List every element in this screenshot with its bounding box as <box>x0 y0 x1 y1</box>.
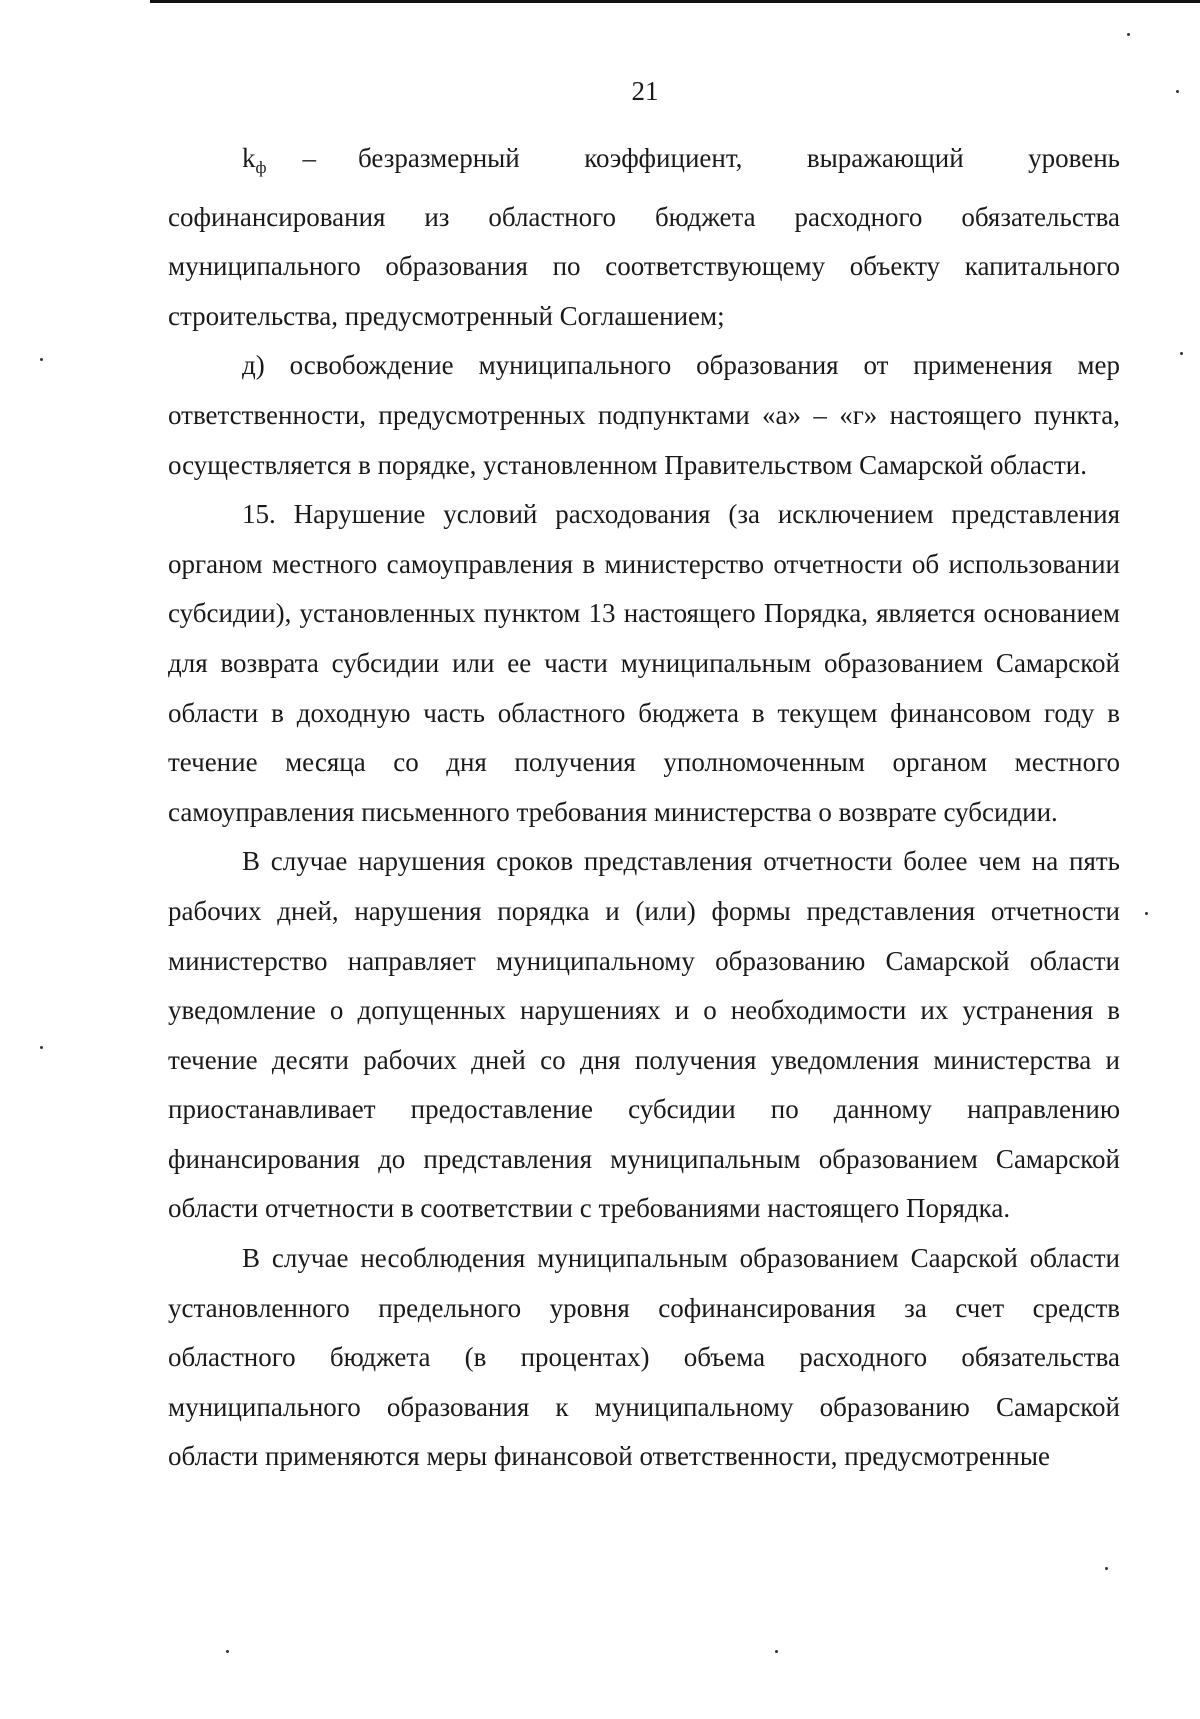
page-number: 21 <box>631 76 659 106</box>
definition-dash: – <box>302 143 317 173</box>
scan-speck <box>40 1046 43 1049</box>
document-body <box>168 134 1120 1482</box>
paragraph-reporting-violation: В случае нарушения сроков представления отчетности более чем на пять рабочих дней, нарушения порядка и (или) формы представления отчетности министерство направляет муниципальному образованию Самарской области уведомление о допущенных нарушениях и о необходимости их устранения в течение десяти рабочих дней со дня получения уведомления министерства и приостанавливает предоставление субсидии по данному направлению финансирования до представления муниципальным образованием Самарской области отчетности в соответствии с требованиями настоящего Порядка. <box>168 846 1120 1224</box>
coefficient-symbol <box>242 143 267 177</box>
top-border-line <box>150 0 1200 3</box>
scan-speck <box>1145 912 1148 915</box>
scan-speck <box>1180 352 1183 355</box>
scan-speck <box>1105 1567 1108 1570</box>
paragraph-coefficient-definition <box>168 134 1120 341</box>
coefficient-letter: k <box>242 143 256 173</box>
paragraph-cofinancing-violation: В случае несоблюдения муниципальным образованием Саарской области установленного предельного уровня софинансирования за счет средств областного бюджета (в процентах) объема расходного обязательства муниципального образования к муниципальному образованию Самарской области применяются меры финансовой ответственности, предусмотренные <box>168 1243 1120 1472</box>
scan-speck <box>1176 90 1179 93</box>
coefficient-subscript: ф <box>255 158 267 177</box>
scan-speck <box>775 1650 778 1653</box>
scan-speck <box>40 358 43 361</box>
paragraph-item-15: 15. Нарушение условий расходования (за исключением представления органом местного самоуправления в министерство отчетности об использовании субсидии), установленных пунктом 13 настоящего Порядка, является основанием для возврата субсидии или ее части муниципальным образованием Самарской области в доходную часть областного бюджета в текущем финансовом году в течение месяца со дня получения уполномоченным органом местного самоуправления письменного требования министерства о возврате субсидии. <box>168 499 1120 827</box>
paragraph-item-d: д) освобождение муниципального образования от применения мер ответственности, предусмотренных подпунктами «а» – «г» настоящего пункта, осуществляется в порядке, установленном Правительством Самарской области. <box>168 350 1120 480</box>
coefficient-definition-text: безразмерный коэффициент, выражающий уровень софинансирования из областного бюджета расходного обязательства муниципального образования по соответствующему объекту капитального строительства, предусмотренный Соглашением; <box>168 143 1120 331</box>
scan-speck <box>1127 33 1130 36</box>
scan-speck <box>226 1650 229 1653</box>
